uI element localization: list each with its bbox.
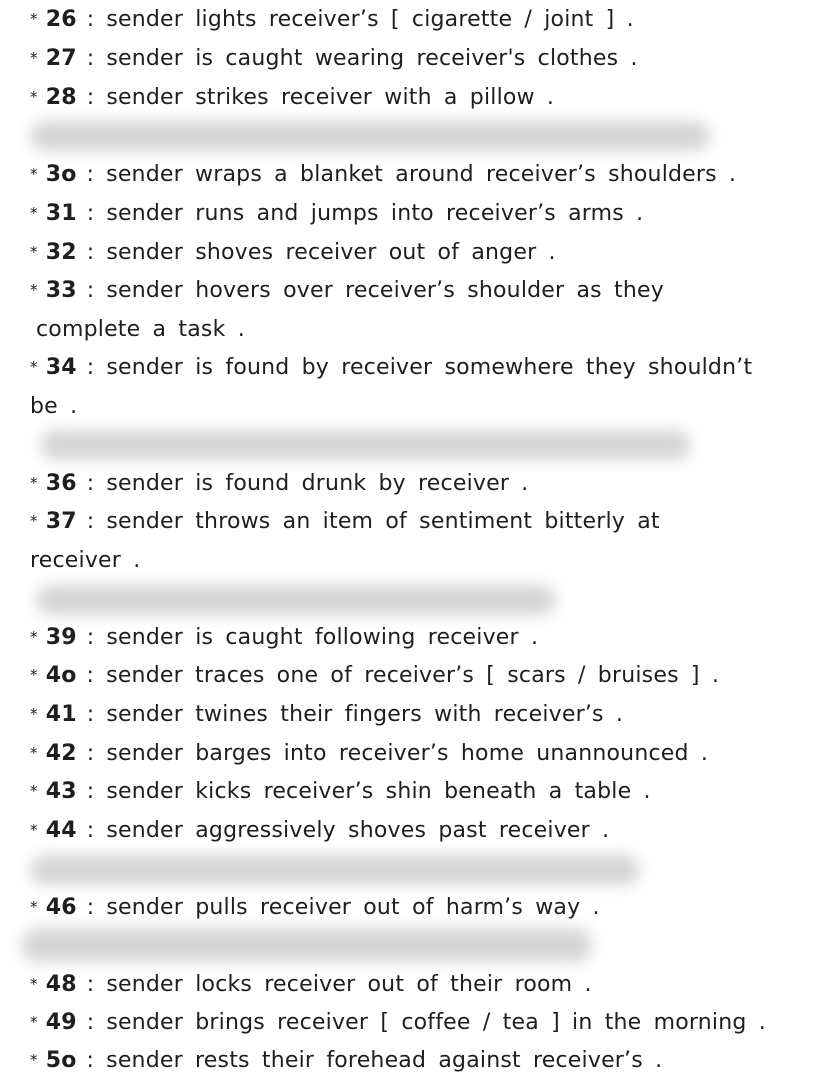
bullet-marker: *	[30, 165, 38, 183]
item-text: sender lights receiver’s [ cigarette / joint ] .	[106, 7, 634, 32]
list-item	[30, 6, 634, 35]
item-colon: :	[86, 625, 95, 650]
item-text: sender shoves receiver out of anger .	[106, 240, 556, 265]
item-colon: :	[86, 240, 95, 265]
item-number: 28	[45, 85, 77, 110]
bullet-marker: *	[30, 628, 38, 646]
item-colon: :	[86, 779, 95, 804]
list-item	[30, 354, 752, 383]
item-text: sender traces one of receiver’s [ scars / bruises ] .	[106, 663, 720, 688]
item-text: receiver .	[30, 548, 141, 573]
item-number: 33	[45, 278, 77, 303]
item-text: sender hovers over receiver’s shoulder as they	[106, 278, 664, 303]
item-colon: :	[86, 46, 95, 71]
item-colon: :	[86, 1048, 95, 1073]
item-colon: :	[86, 509, 95, 534]
item-number: 5o	[45, 1048, 77, 1073]
bullet-marker: *	[30, 49, 38, 67]
item-colon: :	[86, 972, 95, 997]
list-item	[30, 817, 609, 846]
item-text: sender brings receiver [ coffee / tea ] in the morning .	[106, 1010, 766, 1035]
item-text: sender barges into receiver’s home unannounced .	[106, 741, 709, 766]
list-item	[30, 778, 651, 807]
item-text: sender runs and jumps into receiver’s arms .	[106, 201, 644, 226]
bullet-marker: *	[30, 88, 38, 106]
bullet-marker: *	[30, 1013, 38, 1031]
item-colon: :	[86, 162, 95, 187]
bullet-marker: *	[30, 975, 38, 993]
bullet-marker: *	[30, 512, 38, 530]
list-item	[30, 1047, 662, 1076]
item-number: 4o	[45, 663, 77, 688]
list-item-continuation	[36, 316, 245, 344]
list-item	[30, 508, 660, 537]
bullet-marker: *	[30, 744, 38, 762]
item-colon: :	[86, 895, 95, 920]
item-text: sender aggressively shoves past receiver .	[106, 818, 610, 843]
item-number: 48	[45, 972, 77, 997]
item-colon: :	[86, 85, 95, 110]
item-number: 36	[45, 471, 77, 496]
item-text: sender wraps a blanket around receiver’s shoulders .	[106, 162, 737, 187]
item-text: sender twines their fingers with receiver’s .	[106, 702, 624, 727]
list-item	[30, 624, 538, 653]
list-item	[30, 470, 528, 499]
bullet-marker: *	[30, 705, 38, 723]
bullet-marker: *	[30, 10, 38, 28]
list-item	[30, 277, 664, 306]
item-text: sender is caught following receiver .	[106, 625, 539, 650]
bullet-marker: *	[30, 243, 38, 261]
item-number: 26	[45, 7, 77, 32]
item-text: sender strikes receiver with a pillow .	[106, 85, 555, 110]
item-number: 3o	[45, 162, 77, 187]
bullet-marker: *	[30, 358, 38, 376]
list-item	[30, 971, 592, 1000]
bullet-marker: *	[30, 1051, 38, 1069]
item-number: 44	[45, 818, 77, 843]
item-text: sender locks receiver out of their room .	[106, 972, 592, 997]
list-item	[30, 701, 623, 730]
item-text: sender kicks receiver’s shin beneath a table .	[106, 779, 651, 804]
bullet-marker: *	[30, 782, 38, 800]
redacted-line	[36, 585, 556, 615]
item-colon: :	[86, 201, 95, 226]
list-item	[30, 200, 643, 229]
item-number: 39	[45, 625, 77, 650]
item-number: 37	[45, 509, 77, 534]
item-colon: :	[86, 741, 95, 766]
item-text: complete a task .	[36, 317, 245, 342]
list-item	[30, 894, 600, 923]
list-item-continuation	[30, 393, 77, 421]
item-number: 31	[45, 201, 77, 226]
redacted-line	[30, 121, 710, 151]
item-number: 42	[45, 741, 77, 766]
list-item	[30, 1009, 766, 1038]
item-number: 41	[45, 702, 77, 727]
list-item	[30, 84, 554, 113]
list-item	[30, 239, 556, 268]
redacted-line	[22, 928, 592, 962]
item-number: 49	[45, 1010, 77, 1035]
list-item-continuation	[30, 547, 140, 575]
item-text: sender throws an item of sentiment bitterly at	[106, 509, 660, 534]
item-colon: :	[86, 7, 95, 32]
list-item	[30, 662, 719, 691]
item-text: sender pulls receiver out of harm’s way .	[106, 895, 600, 920]
item-colon: :	[86, 471, 95, 496]
list-item	[30, 740, 708, 769]
list-item	[30, 45, 638, 74]
redacted-line	[40, 430, 690, 460]
item-number: 43	[45, 779, 77, 804]
redacted-line	[30, 855, 640, 885]
item-text: sender rests their forehead against receiver’s .	[106, 1048, 663, 1073]
item-text: sender is found by receiver somewhere they shouldn’t	[106, 355, 753, 380]
item-text: sender is found drunk by receiver .	[106, 471, 529, 496]
item-colon: :	[86, 663, 95, 688]
bullet-marker: *	[30, 204, 38, 222]
bullet-marker: *	[30, 666, 38, 684]
item-number: 32	[45, 240, 77, 265]
list-item	[30, 161, 736, 190]
item-number: 27	[45, 46, 77, 71]
item-text: be .	[30, 394, 78, 419]
item-text: sender is caught wearing receiver's clothes .	[106, 46, 638, 71]
bullet-marker: *	[30, 281, 38, 299]
item-number: 46	[45, 895, 77, 920]
bullet-marker: *	[30, 821, 38, 839]
item-colon: :	[86, 278, 95, 303]
item-colon: :	[86, 355, 95, 380]
item-colon: :	[86, 702, 95, 727]
item-number: 34	[45, 355, 77, 380]
bullet-marker: *	[30, 474, 38, 492]
bullet-marker: *	[30, 898, 38, 916]
item-colon: :	[86, 818, 95, 843]
item-colon: :	[86, 1010, 95, 1035]
